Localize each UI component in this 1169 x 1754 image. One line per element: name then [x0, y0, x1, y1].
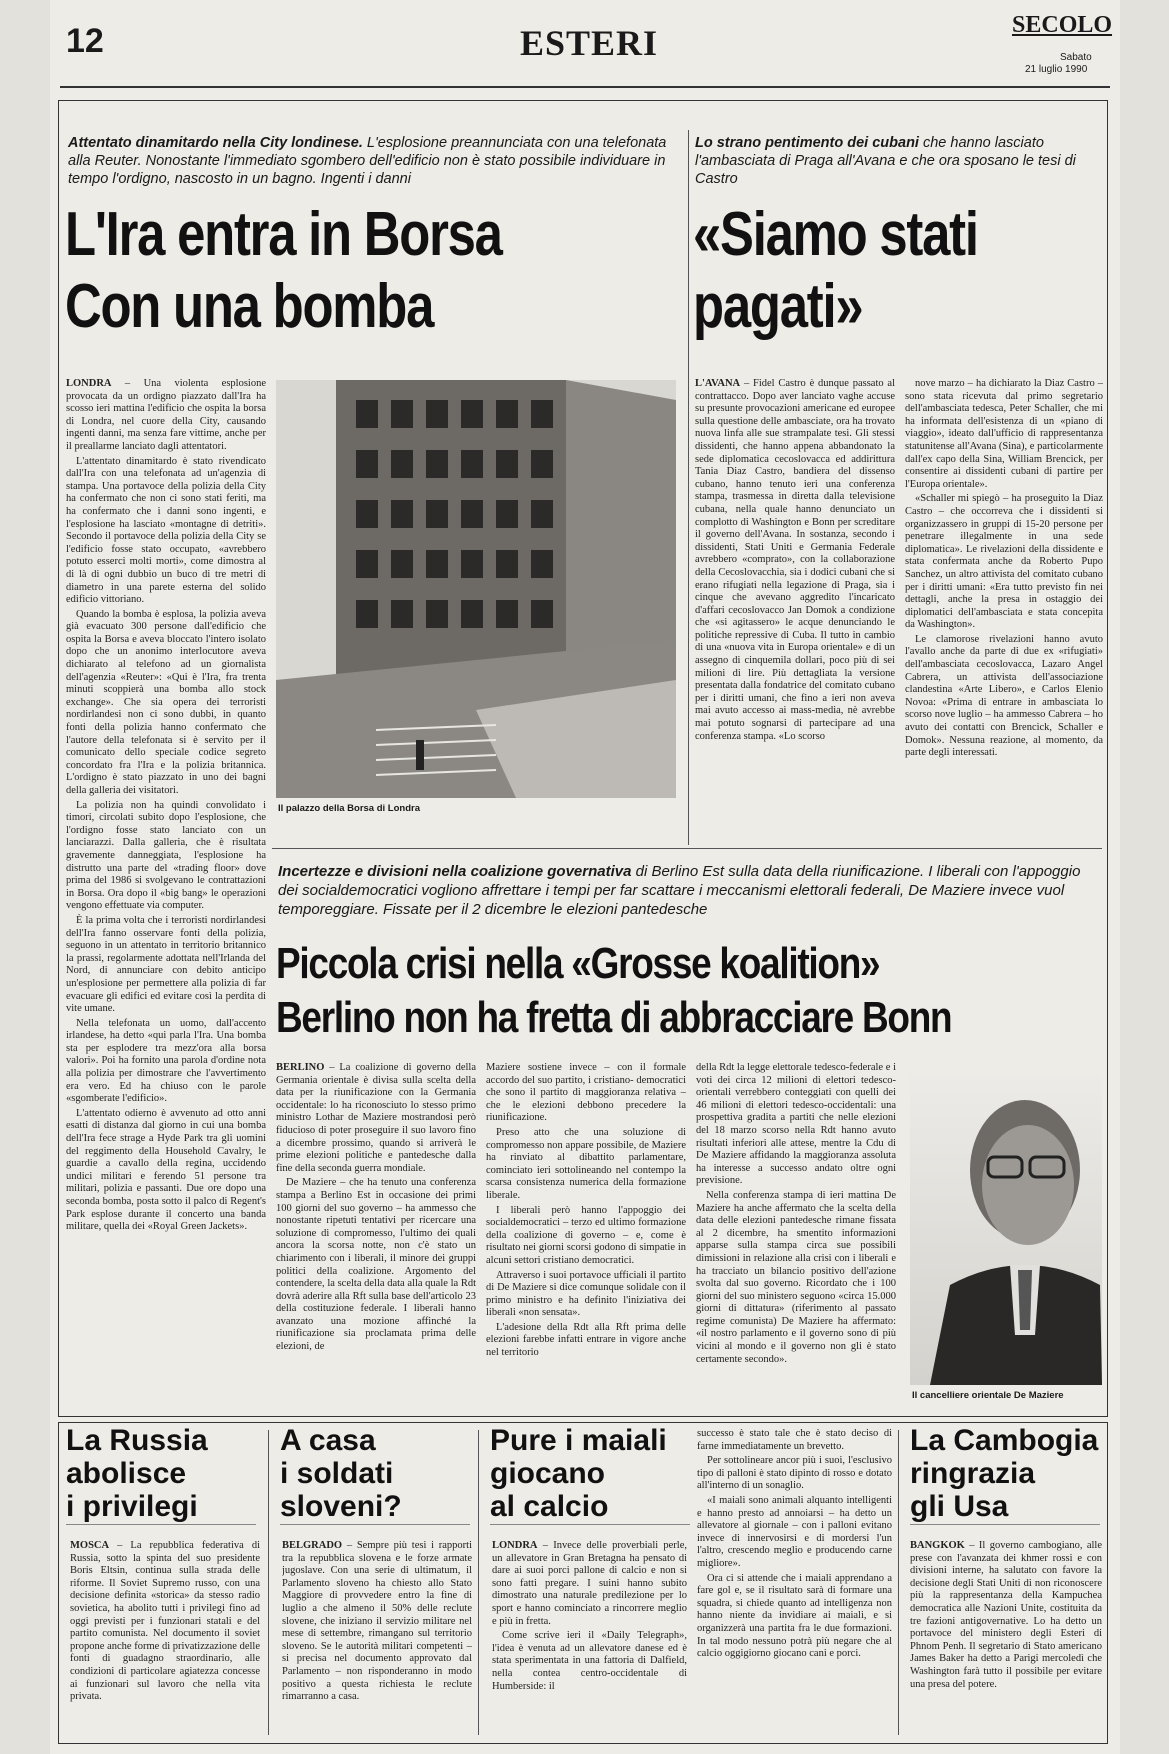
sloveni-title-2: i soldati: [280, 1457, 394, 1490]
maiali-body-column-1: LONDRA – Invece delle proverbiali perle, un allevatore in Gran Bretagna ha pensato di dare ai suoi porci pallone di calcio e non si sono fatti pregare. I suini hanno subito dimostrato una naturale predilezione per lo sport e hanno cominciato a rincorrere meglio e più in fretta. Come scrive ieri il «Daily Telegraph», l'idea è venuta ad un allevatore danese ed è stata sperimentata in una fattoria di Dalfield, nella contea centro-occidentale di Humberside: il: [492, 1540, 687, 1692]
page-number: 12: [66, 22, 104, 60]
berlino-body-column-3: della Rdt la legge elettorale tedesco-federale e i voti dei circa 12 milioni di elettori tedesco-orientali verrebbero conteggiati con quelli dei 46 milioni di elettori tedesco-occidentali: una prospettiva gradita a partiti che nelle elezioni del 18 marzo scorso nella Rdt hanno avuto risultati inferiori alle attese, mentre la Cdu di De Maziere affidando la maggioranza assoluta ha interesse a successo andato oltre ogni previsione. Nella conferenza stampa di ieri mattina De Maziere ha anche affermato che la scelta della data delle elezioni pantedesche rimane fissata al 2 dicembre, ha smentito informazioni apparse sulla stampa circa sue possibili dimissioni in relazione alla crisi con i liberali e ha tracciato un bilancio positivo dell'azione svolta dal suo governo. Ricordato che i 100 giorni del suo ministero seguono «circa 15.000 giorni di dittatura» (riferimento al passato regime comunista) De Maziere ha affermato: «il nostro parlamento e il governo sono di più vicini al mondo e il governo non gli è stato certamente secondo».: [696, 1062, 896, 1365]
berlino-kicker: Incertezze e divisioni nella coalizione governativa di Berlino Est sulla data della riunificazione. I liberali con l'appoggio dei socialdemocratici vogliono affrettare i tempi per far scattare i meccanismi elettorali federali, De Maziere invece vuol temporeggiare. Fissate per il 2 dicembre le elezioni pantedesche: [278, 863, 1081, 918]
de-maziere-caption: Il cancelliere orientale De Maziere: [912, 1390, 1064, 1401]
cambogia-title-3: gli Usa: [910, 1490, 1009, 1523]
sloveni-title-3: sloveni?: [280, 1490, 402, 1523]
russia-title-block: [66, 1424, 256, 1525]
ira-headline-1: L'Ira entra in Borsa: [65, 200, 502, 269]
ira-headline-2: Con una bomba: [65, 272, 434, 341]
borsa-photo: [276, 380, 676, 798]
brief-divider-1: [268, 1430, 269, 1735]
de-maziere-photo: [910, 1075, 1102, 1385]
ira-kicker: Attentato dinamitardo nella City londinese. L'esplosione preannunciata con una telefonata alla Reuter. Nonostante l'immediato sgombero dell'edificio non è stato possibile individuare in tempo l'ordigno, nascosto in un bagno. Ingenti i danni: [68, 135, 667, 187]
cambogia-title-block: [910, 1424, 1100, 1525]
cubani-kicker: Lo strano pentimento dei cubani che hanno lasciato l'ambasciata di Praga all'Avana e che ora sposano le tesi di Castro: [695, 135, 1076, 187]
russia-title-3: i privilegi: [66, 1490, 198, 1523]
sloveni-body: BELGRADO – Sempre più tesi i rapporti tra la repubblica slovena e le forze armate jugoslave. Con una serie di ultimatum, il Parlamento sloveno ha chiesto allo Stato Maggiore di provvedere entro la fine di luglio a che almeno il 50% delle reclute slovene, che iniziano il servizio militare nel mese di settembre, rimangano sul territorio sloveno. Se le autorità militari competenti – si precisa nel documento approvato dal Parlamento – non risponderanno in modo positivo a questa richiesta le reclute rimarranno a casa.: [282, 1540, 472, 1703]
issue-day: Sabato: [1060, 52, 1092, 63]
brief-divider-2: [478, 1430, 479, 1735]
brief-divider-3: [898, 1430, 899, 1735]
cambogia-body: BANGKOK – Il governo cambogiano, alle prese con l'avanzata dei khmer rossi e con divisioni interne, ha salutato con favore la decisione degli Stati Uniti di non riconoscere più la rappresentanza della Kampuchea democratica alle Nazioni Unite, costituita da tre fazioni antigovernative. Lo ha detto un portavoce del ministero degli Esteri di Phnom Penh. Il segretario di Stato americano James Baker ha detto a Parigi mercoledì che Washington farà tutto il possibile per evitare una presa del potere.: [910, 1540, 1102, 1690]
russia-body: MOSCA – La repubblica federativa di Russia, sotto la spinta del suo presidente Boris Eltsin, continua sulla strada delle riforme. Il Soviet Supremo russo, con una decisione definita «storica» da stesso radio sovietica, ha abolito tutti i privilegi fino ad oggi previsti per i funzionari statali e del partito comunista. Nel documento il soviet propone anche forme di privatizzazione delle fonti di guadagno straordinario, alle condizioni di particolare agiatezza concesse ai funzionari sul lavoro che nella vita privata.: [70, 1540, 260, 1703]
berlino-headline-2: Berlino non ha fretta di abbracciare Bonn: [276, 993, 952, 1042]
header-rule: [60, 86, 1110, 88]
maiali-title-2: giocano: [490, 1457, 606, 1490]
cubani-headline-2: pagati»: [693, 272, 863, 341]
borsa-photo-caption: Il palazzo della Borsa di Londra: [278, 803, 420, 814]
maiali-title-block: [490, 1424, 690, 1525]
sloveni-title-block: [280, 1424, 470, 1525]
column-divider: [688, 130, 689, 845]
berlino-body-column-1: BERLINO – La coalizione di governo della Germania orientale è divisa sulla scelta della data per la riunificazione con la Germania occidentale: lo ha riconosciuto lo stesso primo ministro Lothar de Maziere mostrandosi però fiducioso di poter proseguire il suo lavoro fino a dicembre prossimo, quando si arriverà le prime elezioni politiche e pantedesche dalla fine della seconda guerra mondiale. De Maziere – che ha tenuto una conferenza stampa a Berlino Est in occasione dei primi 100 giorni del suo governo – ha ammesso che nonostante ripetuti tentativi per ricercare una soluzione di compromesso, l'ultimo dei quali ancora la scorsa notte, non c'è stato un chiarimento con i liberali, il minore dei gruppi politici della coalizione. Argomento del contendere, la scelta della data alla quale la Rdt dovrà aderire alla Rft sulla base dell'articolo 23 della costituzione federale. I liberali hanno avanzato una mozione affinché la riunificazione sia proclamata prima delle elezioni, de: [276, 1062, 476, 1353]
russia-title-1: La Russia: [66, 1424, 208, 1457]
cambogia-title-2: ringrazia: [910, 1457, 1036, 1490]
cubani-body-column-2: nove marzo – ha dichiarato la Diaz Castro – sono stata ricevuta dal primo segretario dell'ambasciata tedesca, Peter Schaller, che mi ha informata dell'esistenza di un «piano di viaggio», ideato dall'ufficio di rappresentanza statunitense all'Avana (Sina), e particolarmente dall'ex capo della Sina, William Brencick, per consentire ai dissidenti cubani di partire per l'Europa orientale». «Schaller mi spiegò – ha proseguito la Diaz Castro – che occorreva che i dissidenti si organizzassero in gruppi di 15-20 persone per penetrare illegalmente in una sede diplomatica». Le rivelazioni della dissidente e stata confermata anche da Roberto Pupo Sanchez, un altro attivista del comitato cubano per i diritti umani: «Era tutto previsto fin nei dettagli, anche la presa in ostaggio dei diplomatici dell'ambasciata e stata concepita da Washington». Le clamorose rivelazioni hanno avuto l'avallo anche da parte di due ex «rifugiati» dell'ambasciata cecoslovacca, Lazaro Angel Cabrera, un attivista dell'associazione clandestina «Arte Libero», e Carlos Elenio Novoa: «Prima di entrare in ambasciata lo scorso nove luglio – ha ammesso Cabrera – ho avuto dei contatti con Brencick, Schaller e Domok». Nessuna reazione, al momento, da parte degli interessati.: [905, 378, 1103, 759]
cubani-body-column-1: L'AVANA – Fidel Castro è dunque passato al contrattacco. Dopo aver lanciato vaghe accuse su presunte provocazioni americane ed europee sulla questione delle ambasciate, ora ha trovato nuova linfa alle sue strampalate tesi. Gli stessi dissidenti, che hanno appena abbandonato la sede diplomatica cecoslovacca ed addirittura Tania Diaz Castro, bandiera del dissenso cubano, hanno tenuto ieri una conferenza stampa, trasmessa in diretta dalla televisione cubana, nella quale hanno denunciato un complotto di Washington e Bonn per screditare il governo dell'Avana. In sostanza, secondo i dissidenti, Stati Uniti e Germania Federale avrebbero «comprato», con la collaborazione della Cecoslovacchia, sia i dodici cubani che si erano rifugiati nella legazione di Praga, sia i cinque che avevano aggredito l'incaricato d'affari cecoslovacco Jan Domok a condizione che «si agitassero» le acque denunciando le politiche repressive di Cuba. Il tutto in cambio di una «nuova vita in Europa orientale» e di un assegno di cinquemila dollari, poco più di sei milioni di lire. Più dettagliata la versione presentata dalla fondatrice del comitato cubano per i diritti umani, che fino a ieri non aveva mai avuto accesso ai mass-media, nè avrebbe mai potuto sognarsi di partecipare ad una conferenza stampa. «Lo scorso: [695, 378, 895, 742]
maiali-title-1: Pure i maiali: [490, 1424, 667, 1457]
maiali-body-column-2: successo è stato tale che è stato deciso di farne immediatamente un brevetto. Per sottolineare ancor più i suoi, l'esclusivo tipo di palloni è stato dipinto di rosso e dotato all'interno di un sonaglio. «I maiali sono animali alquanto intelligenti e hanno presto ad annoiarsi – ha detto un allevatore al giornale – con i palloni evitano invece di innervosirsi e di mordersi l'un l'altro, crescendo meglio e producendo carne migliore». Ora ci si attende che i maiali apprendano a fare gol e, se il risultato sarà di formare una squadra, si chiede quanto ad intelligenza non hanno niente da invidiare ai maiali, e si organizzerà una partita fra le due formazioni. In tal modo nessuno potrà più negare che al calcio oggigiorno giocano cani e porci.: [697, 1428, 892, 1660]
russia-title-2: abolisce: [66, 1457, 187, 1490]
berlino-headline-1: Piccola crisi nella «Grosse koalition»: [276, 939, 880, 988]
berlino-top-rule: [272, 848, 1102, 849]
newspaper-logo: SECOLO: [1012, 12, 1113, 38]
section-title: ESTERI: [520, 23, 659, 63]
cambogia-title-1: La Cambogia: [910, 1424, 1099, 1457]
cubani-headline-1: «Siamo stati: [693, 200, 978, 269]
issue-date: 21 luglio 1990: [1025, 64, 1088, 75]
berlino-body-column-2: Maziere sostiene invece – con il formale accordo del suo partito, i cristiano- democratici che sono il partito di maggioranza relativa – che le elezioni debbono precedere la riunificazione. Preso atto che una soluzione di compromesso non appare possibile, de Maziere ha rinviato al dibattito parlamentare, cominciato ieri sottolineando nel contempo la scarsa consistenza numerica della formazione liberale. I liberali però hanno l'appoggio dei socialdemocratici – terzo ed ultimo formazione della coalizione di governo – e, come è risultato nei giorni scorsi godono di simpatie in alcuni settori cristiano democratici. Attraverso i suoi portavoce ufficiali il partito di De Maziere si dice comunque solidale con il primo ministro e ha definito l'iniziativa dei liberali «non sensata». L'adesione della Rdt alla Rft prima delle elezioni farebbe infatti entrare in vigore anche nel territorio: [486, 1062, 686, 1359]
borsa-building-illustration: [276, 380, 676, 798]
ira-body-column: LONDRA – Una violenta esplosione provocata da un ordigno piazzato dall'Ira ha scosso ieri mattina l'edificio che ospita la borsa di Londra, nel cuore della City, causando ingenti danni, ma senza fare vittime, anche per il preallarme lanciato dagli attentatori. L'attentato dinamitardo è stato rivendicato dall'Ira con una telefonata ad un'agenzia di stampa. Una portavoce della polizia della City ha confermato che non ci sono stati feriti, ma ha confermato che i danni sono ingenti, e l'esplosione ha lasciato «montagne di detriti». Secondo il portavoce della polizia della City se l'edificio fosse stato occupato, «avrebbero potuto esserci molti morti», come dimostra al di là di ogni dubbio un buco di tre metri di diametro in una parete esterna del solido edificio vittoriano. Quando la bomba è esplosa, la polizia aveva già evacuato 300 persone dall'edificio che ospita la Borsa e aveva bloccato l'intero isolato dopo che un anonimo interlocutore aveva dichiarato al telefono ad un giornalista dell'agenzia «Reuter»: «Qui è l'Ira, fra trenta minuti scoppierà una bomba allo stock exchange». Che sia opera dei terroristi nordirlandesi non ci sono dubbi, in quanto fonti della polizia hanno confermato che l'autore della telefonata si è servito per il comunicato dello speciale codice segreto concordato fra l'Ira e la polizia britannica. L'ordigno è stato piazzato in uno dei bagni della galleria dei visitatori. La polizia non ha quindi convolidato i timori, circolati subito dopo l'esplosione, che l'ordigno fosse stato lanciato con un lanciarazzi. Dalla galleria, che è risultata gravemente danneggiata, l'esplosione ha distrutto una parte del «trading floor» dove prima del 1986 si svolgevano le contrattazioni in Borsa. Ora dopo il «big bang» le operazioni vengono effettuate via computer. È la prima volta che i terroristi nordirlandesi dell'Ira fanno osservare fonti della polizia, seguono in un attentato in territorio britannico la prassi, regolarmente adottata nell'Irlanda del Nord, di annunciare con debito anticipo un'esplosione per permettere alla polizia di far evacuare gli edifici ed evitare così la perdita di vite umane. Nella telefonata un uomo, dall'accento irlandese, ha detto «qui parla l'Ira. Una bomba sta per esplodere tra mezz'ora alla borsa valori». Poi ha fornito una parola d'ordine nota alla polizia per dimostrare che l'avvertimento era vero. Ed ha chiuso con le parole «sgomberate l'edificio». L'attentato odierno è avvenuto ad otto anni esatti di distanza dal giorno in cui una bomba dell'Ira fece strage a Hyde Park tra gli uomini del reggimento della Household Cavalry, le guardie a cavallo della regina, uccidendo undici militari e ferendo 51 persone tra militari, polizia e passanti. Due ore dopo una seconda bomba, posta sotto il palco di Regent's Park esplose durante il concerto una banda militare, quella dei «Royal Green Jackets».: [66, 378, 266, 1233]
de-maziere-portrait: [910, 1075, 1102, 1385]
sloveni-title-1: A casa: [280, 1424, 376, 1457]
maiali-title-3: al calcio: [490, 1490, 609, 1523]
